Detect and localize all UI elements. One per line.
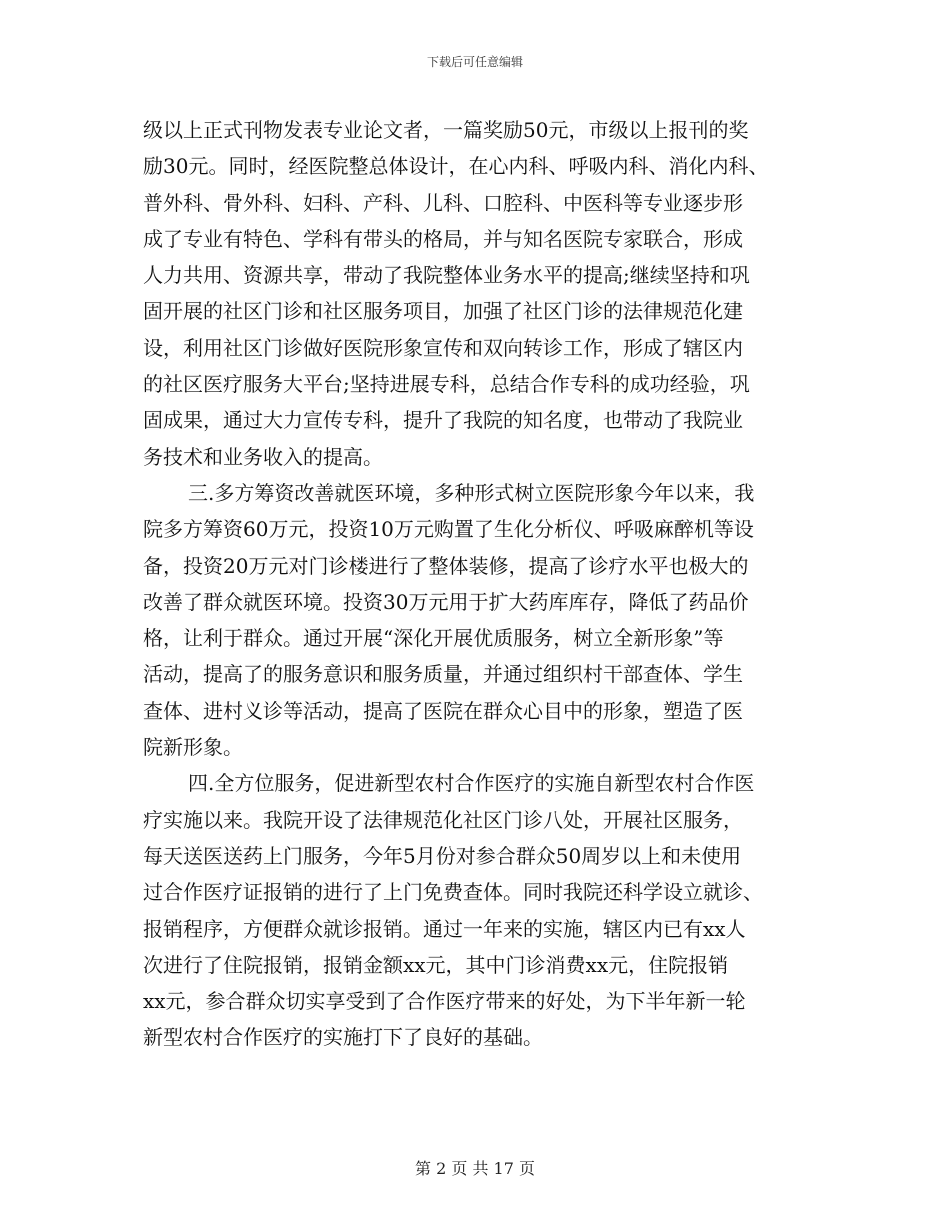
text-line: 备，投资20万元对门诊楼进行了整体装修，提高了诊疗水平也极大的 xyxy=(143,553,749,578)
text-line: 的社区医疗服务大平台;坚持进展专科，总结合作专科的成功经验，巩 xyxy=(143,372,750,397)
text-line: 过合作医疗证报销的进行了上门免费查体。同时我院还科学设立就诊、 xyxy=(143,880,763,905)
text-line: 每天送医送药上门服务，今年5月份对参合群众50周岁以上和未使用 xyxy=(143,843,742,868)
page-header: 下载后可任意编辑 xyxy=(426,55,523,69)
text-line: 查体、进村义诊等活动，提高了医院在群众心目中的形象，塑造了医 xyxy=(143,698,743,723)
text-line: 励30元。同时，经医院整总体设计，在心内科、呼吸内科、消化内科、 xyxy=(143,154,769,179)
text-line: 院多方筹资60万元，投资10万元购置了生化分析仪、呼吸麻醉机等设 xyxy=(143,517,754,542)
text-line: 四.全方位服务，促进新型农村合作医疗的实施自新型农村合作医 xyxy=(188,771,755,796)
text-line: 格，让利于群众。通过开展“深化开展优质服务，树立全新形象”等 xyxy=(143,626,724,651)
text-line: 活动，提高了的服务意识和服务质量，并通过组织村干部查体、学生 xyxy=(143,662,743,687)
text-line: 疗实施以来。我院开设了法律规范化社区门诊八处，开展社区服务， xyxy=(143,807,743,832)
text-line: 人力共用、资源共享，带动了我院整体业务水平的提高;继续坚持和巩 xyxy=(143,263,750,288)
text-line: 设，利用社区门诊做好医院形象宣传和双向转诊工作，形成了辖区内 xyxy=(143,335,743,360)
document-body xyxy=(143,112,813,1056)
text-line: 院新形象。 xyxy=(143,735,243,760)
text-line: 次进行了住院报销，报销金额xx元，其中门诊消费xx元，住院报销 xyxy=(143,952,729,977)
page-footer: 第 2 页 共 17 页 xyxy=(415,1159,535,1178)
text-line: 报销程序，方便群众就诊报销。通过一年来的实施，辖区内已有xx人 xyxy=(143,916,746,941)
text-line: 固开展的社区门诊和社区服务项目，加强了社区门诊的法律规范化建 xyxy=(143,299,743,324)
text-line: xx元，参合群众切实享受到了合作医疗带来的好处，为下半年新一轮 xyxy=(143,989,746,1014)
text-line: 务技术和业务收入的提高。 xyxy=(143,444,383,469)
text-line: 级以上正式刊物发表专业论文者，一篇奖励50元，市级以上报刊的奖 xyxy=(143,118,749,142)
text-line: 成了专业有特色、学科有带头的格局，并与知名医院专家联合，形成 xyxy=(143,226,743,251)
text-line: 改善了群众就医环境。投资30万元用于扩大药库库存，降低了药品价 xyxy=(143,589,749,614)
text-line: 固成果，通过大力宣传专科，提升了我院的知名度，也带动了我院业 xyxy=(143,408,743,433)
text-line: 三.多方筹资改善就医环境，多种形式树立医院形象今年以来，我 xyxy=(188,480,755,505)
text-line: 普外科、骨外科、妇科、产科、儿科、口腔科、中医科等专业逐步形 xyxy=(143,190,743,215)
text-line: 新型农村合作医疗的实施打下了良好的基础。 xyxy=(143,1025,543,1050)
